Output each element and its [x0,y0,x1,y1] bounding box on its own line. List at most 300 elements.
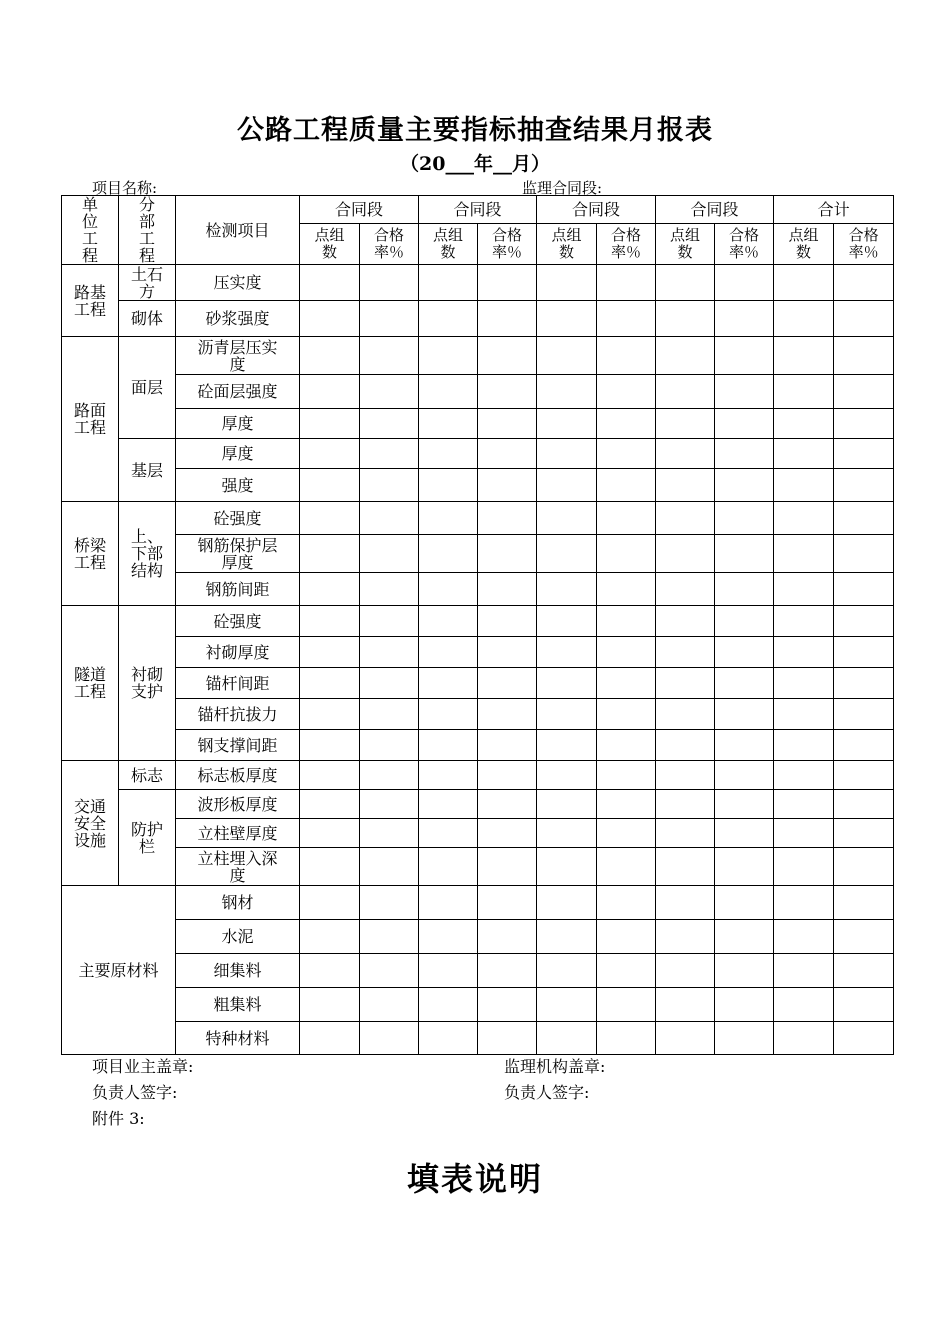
point-count-cell [419,819,478,848]
pass-rate-cell [715,954,774,988]
pass-rate-cell [715,469,774,502]
pass-rate-cell [360,573,419,606]
pass-rate-cell [715,668,774,699]
pass-rate-cell [478,790,537,819]
point-count-cell [656,954,715,988]
sub-surface: 面层 [119,337,176,439]
table-row [62,988,894,1022]
pass-rate-cell [478,469,537,502]
point-count-cell [656,535,715,573]
pass-rate-cell [360,886,419,920]
point-count-cell [656,668,715,699]
pass-rate-cell [834,637,894,668]
point-count-cell [300,790,360,819]
pass-rate-cell [478,730,537,761]
pass-rate-cell [715,535,774,573]
table-row [62,819,894,848]
point-count-cell [656,637,715,668]
point-count-cell [300,761,360,790]
pass-rate-cell [715,301,774,337]
header-point-count: 点组数 [656,224,715,265]
point-count-cell [300,886,360,920]
pass-rate-cell [478,848,537,886]
point-count-cell [419,848,478,886]
header-group-3: 合同段 [537,196,656,224]
header-pass-rate: 合格率％ [478,224,537,265]
pass-rate-cell [360,1022,419,1055]
pass-rate-cell [834,790,894,819]
point-count-cell [300,439,360,469]
point-count-cell [300,848,360,886]
table-row [62,409,894,439]
pass-rate-cell [715,439,774,469]
point-count-cell [774,699,834,730]
item-rebar-cover: 钢筋保护层厚度 [176,535,300,573]
header-point-count: 点组数 [419,224,478,265]
point-count-cell [656,606,715,637]
pass-rate-cell [478,637,537,668]
pass-rate-cell [834,848,894,886]
point-count-cell [537,668,597,699]
point-count-cell [300,301,360,337]
pass-rate-cell [360,819,419,848]
point-count-cell [537,573,597,606]
point-count-cell [656,375,715,409]
point-count-cell [419,337,478,375]
pass-rate-cell [597,535,656,573]
point-count-cell [656,337,715,375]
pass-rate-cell [715,409,774,439]
table-row [62,535,894,573]
pass-rate-cell [834,502,894,535]
pass-rate-cell [597,886,656,920]
point-count-cell [656,439,715,469]
table-row [62,573,894,606]
pass-rate-cell [360,954,419,988]
point-count-cell [300,375,360,409]
pass-rate-cell [715,730,774,761]
pass-rate-cell [360,790,419,819]
pass-rate-cell [715,637,774,668]
point-count-cell [656,1022,715,1055]
item-lining-thickness: 衬砌厚度 [176,637,300,668]
attachment-label: 附件 3: [92,1109,145,1128]
point-count-cell [300,502,360,535]
pass-rate-cell [478,265,537,301]
supervisor-seal-label: 监理机构盖章: [504,1057,606,1076]
pass-rate-cell [478,409,537,439]
point-count-cell [656,469,715,502]
point-count-cell [300,920,360,954]
pass-rate-cell [597,920,656,954]
point-count-cell [774,886,834,920]
point-count-cell [537,337,597,375]
pass-rate-cell [360,988,419,1022]
point-count-cell [537,988,597,1022]
header-group-2: 合同段 [419,196,537,224]
pass-rate-cell [834,886,894,920]
project-name-label: 项目名称: [92,179,158,197]
item-bridge-concrete: 砼强度 [176,502,300,535]
table-row [62,954,894,988]
point-count-cell [419,265,478,301]
point-count-cell [300,265,360,301]
report-title: 公路工程质量主要指标抽查结果月报表 [237,115,713,146]
point-count-cell [774,375,834,409]
pass-rate-cell [360,337,419,375]
point-count-cell [774,337,834,375]
header-group-1: 合同段 [300,196,419,224]
point-count-cell [656,988,715,1022]
table-row [62,265,894,301]
pass-rate-cell [834,920,894,954]
point-count-cell [774,573,834,606]
pass-rate-cell [597,469,656,502]
point-count-cell [419,439,478,469]
supervisor-sign-label: 负责人签字: [504,1083,590,1102]
header-point-count: 点组数 [537,224,597,265]
point-count-cell [300,573,360,606]
point-count-cell [419,535,478,573]
pass-rate-cell [597,637,656,668]
point-count-cell [419,409,478,439]
table-row [62,1022,894,1055]
pass-rate-cell [597,848,656,886]
table-row [62,637,894,668]
contract-section-label: 监理合同段: [522,179,603,197]
pass-rate-cell [834,439,894,469]
pass-rate-cell [715,699,774,730]
item-fine-aggregate: 细集料 [176,954,300,988]
pass-rate-cell [597,265,656,301]
pass-rate-cell [478,337,537,375]
item-anchor-pull: 锚杆抗拔力 [176,699,300,730]
point-count-cell [300,988,360,1022]
unit-roadbed: 路基工程 [62,265,119,337]
point-count-cell [774,535,834,573]
pass-rate-cell [715,761,774,790]
pass-rate-cell [597,337,656,375]
point-count-cell [656,848,715,886]
point-count-cell [774,920,834,954]
point-count-cell [774,502,834,535]
point-count-cell [774,819,834,848]
pass-rate-cell [478,954,537,988]
point-count-cell [537,848,597,886]
pass-rate-cell [715,1022,774,1055]
pass-rate-cell [360,699,419,730]
point-count-cell [656,699,715,730]
table-row [62,337,894,375]
point-count-cell [537,761,597,790]
table-row [62,886,894,920]
pass-rate-cell [834,573,894,606]
owner-sign-label: 负责人签字: [92,1083,178,1102]
pass-rate-cell [360,761,419,790]
pass-rate-cell [478,761,537,790]
item-anchor-spacing: 锚杆间距 [176,668,300,699]
pass-rate-cell [715,886,774,920]
point-count-cell [419,469,478,502]
point-count-cell [774,730,834,761]
pass-rate-cell [360,730,419,761]
header-group-total: 合计 [774,196,894,224]
point-count-cell [774,409,834,439]
point-count-cell [419,502,478,535]
pass-rate-cell [597,730,656,761]
pass-rate-cell [597,502,656,535]
pass-rate-cell [478,886,537,920]
header-point-count: 点组数 [774,224,834,265]
point-count-cell [419,761,478,790]
point-count-cell [537,469,597,502]
pass-rate-cell [715,848,774,886]
owner-seal-label: 项目业主盖章: [92,1057,194,1076]
header-group-4: 合同段 [656,196,774,224]
table-row [62,790,894,819]
point-count-cell [537,265,597,301]
point-count-cell [537,637,597,668]
point-count-cell [419,730,478,761]
point-count-cell [419,375,478,409]
pass-rate-cell [478,535,537,573]
point-count-cell [656,886,715,920]
header-point-count: 点组数 [300,224,360,265]
table-row [62,606,894,637]
point-count-cell [656,790,715,819]
point-count-cell [300,730,360,761]
sub-structure: 上、下部结构 [119,502,176,606]
point-count-cell [537,730,597,761]
point-count-cell [300,699,360,730]
unit-pavement: 路面工程 [62,337,119,502]
pass-rate-cell [360,375,419,409]
table-row [62,469,894,502]
table-row [62,375,894,409]
pass-rate-cell [360,301,419,337]
unit-materials: 主要原材料 [62,886,176,1055]
item-wave-board: 波形板厚度 [176,790,300,819]
pass-rate-cell [478,920,537,954]
pass-rate-cell [834,469,894,502]
table-row [62,730,894,761]
pass-rate-cell [834,988,894,1022]
point-count-cell [419,301,478,337]
pass-rate-cell [715,606,774,637]
item-coarse-aggregate: 粗集料 [176,988,300,1022]
header-unit: 单位工程 [62,196,119,265]
sub-sign: 标志 [119,761,176,790]
point-count-cell [537,606,597,637]
point-count-cell [300,469,360,502]
pass-rate-cell [597,954,656,988]
pass-rate-cell [478,668,537,699]
point-count-cell [419,606,478,637]
pass-rate-cell [478,573,537,606]
pass-rate-cell [478,606,537,637]
pass-rate-cell [715,375,774,409]
point-count-cell [656,761,715,790]
point-count-cell [656,920,715,954]
item-steel: 钢材 [176,886,300,920]
point-count-cell [537,439,597,469]
pass-rate-cell [360,535,419,573]
point-count-cell [419,954,478,988]
point-count-cell [419,699,478,730]
point-count-cell [774,301,834,337]
item-concrete-surface-strength: 砼面层强度 [176,375,300,409]
item-cement: 水泥 [176,920,300,954]
header-pass-rate: 合格率％ [360,224,419,265]
point-count-cell [537,375,597,409]
point-count-cell [300,337,360,375]
point-count-cell [774,988,834,1022]
point-count-cell [300,535,360,573]
pass-rate-cell [478,819,537,848]
point-count-cell [537,301,597,337]
item-special-material: 特种材料 [176,1022,300,1055]
point-count-cell [537,790,597,819]
pass-rate-cell [597,409,656,439]
pass-rate-cell [597,375,656,409]
pass-rate-cell [597,1022,656,1055]
pass-rate-cell [834,819,894,848]
point-count-cell [656,301,715,337]
pass-rate-cell [597,790,656,819]
point-count-cell [419,988,478,1022]
table-row [62,439,894,469]
item-rebar-spacing: 钢筋间距 [176,573,300,606]
point-count-cell [300,409,360,439]
pass-rate-cell [597,819,656,848]
point-count-cell [419,920,478,954]
pass-rate-cell [834,954,894,988]
table-row [62,668,894,699]
point-count-cell [300,1022,360,1055]
report-table [61,195,894,1055]
unit-tunnel: 隧道工程 [62,606,119,761]
point-count-cell [537,886,597,920]
item-tunnel-concrete: 砼强度 [176,606,300,637]
item-compaction: 压实度 [176,265,300,301]
pass-rate-cell [360,439,419,469]
point-count-cell [774,1022,834,1055]
point-count-cell [774,637,834,668]
point-count-cell [537,535,597,573]
item-post-wall: 立柱壁厚度 [176,819,300,848]
pass-rate-cell [715,819,774,848]
header-item: 检测项目 [176,196,300,265]
point-count-cell [774,265,834,301]
pass-rate-cell [715,790,774,819]
point-count-cell [537,819,597,848]
pass-rate-cell [360,668,419,699]
pass-rate-cell [597,761,656,790]
point-count-cell [774,954,834,988]
point-count-cell [656,502,715,535]
header-row-groups [62,196,894,224]
pass-rate-cell [715,265,774,301]
pass-rate-cell [478,988,537,1022]
pass-rate-cell [834,375,894,409]
pass-rate-cell [597,668,656,699]
point-count-cell [300,637,360,668]
pass-rate-cell [360,606,419,637]
pass-rate-cell [478,1022,537,1055]
item-surface-thickness: 厚度 [176,409,300,439]
point-count-cell [537,409,597,439]
point-count-cell [300,606,360,637]
pass-rate-cell [597,439,656,469]
sub-lining: 衬砌支护 [119,606,176,761]
table-row [62,761,894,790]
point-count-cell [774,439,834,469]
point-count-cell [537,920,597,954]
pass-rate-cell [360,848,419,886]
pass-rate-cell [715,337,774,375]
pass-rate-cell [360,637,419,668]
point-count-cell [419,637,478,668]
point-count-cell [537,699,597,730]
pass-rate-cell [478,301,537,337]
pass-rate-cell [597,606,656,637]
item-post-depth: 立柱埋入深度 [176,848,300,886]
pass-rate-cell [834,535,894,573]
item-steel-support: 钢支撑间距 [176,730,300,761]
point-count-cell [656,409,715,439]
pass-rate-cell [715,988,774,1022]
point-count-cell [774,790,834,819]
point-count-cell [774,606,834,637]
point-count-cell [419,668,478,699]
pass-rate-cell [360,502,419,535]
point-count-cell [774,761,834,790]
pass-rate-cell [834,1022,894,1055]
pass-rate-cell [360,920,419,954]
unit-bridge: 桥梁工程 [62,502,119,606]
pass-rate-cell [478,699,537,730]
point-count-cell [656,819,715,848]
item-base-thickness: 厚度 [176,439,300,469]
pass-rate-cell [360,469,419,502]
unit-traffic: 交通安全设施 [62,761,119,886]
pass-rate-cell [834,730,894,761]
point-count-cell [656,265,715,301]
pass-rate-cell [715,573,774,606]
point-count-cell [419,1022,478,1055]
pass-rate-cell [597,573,656,606]
point-count-cell [419,573,478,606]
report-period: （20___年__月） [400,153,550,175]
pass-rate-cell [597,988,656,1022]
header-sub: 分部工程 [119,196,176,265]
pass-rate-cell [715,920,774,954]
table-row [62,699,894,730]
sub-masonry: 砌体 [119,301,176,337]
table-row [62,920,894,954]
pass-rate-cell [834,337,894,375]
sub-guard: 防护栏 [119,790,176,886]
table-row [62,848,894,886]
item-base-strength: 强度 [176,469,300,502]
point-count-cell [537,1022,597,1055]
item-sign-board: 标志板厚度 [176,761,300,790]
sub-base: 基层 [119,439,176,502]
point-count-cell [537,954,597,988]
pass-rate-cell [834,668,894,699]
pass-rate-cell [834,409,894,439]
pass-rate-cell [478,375,537,409]
